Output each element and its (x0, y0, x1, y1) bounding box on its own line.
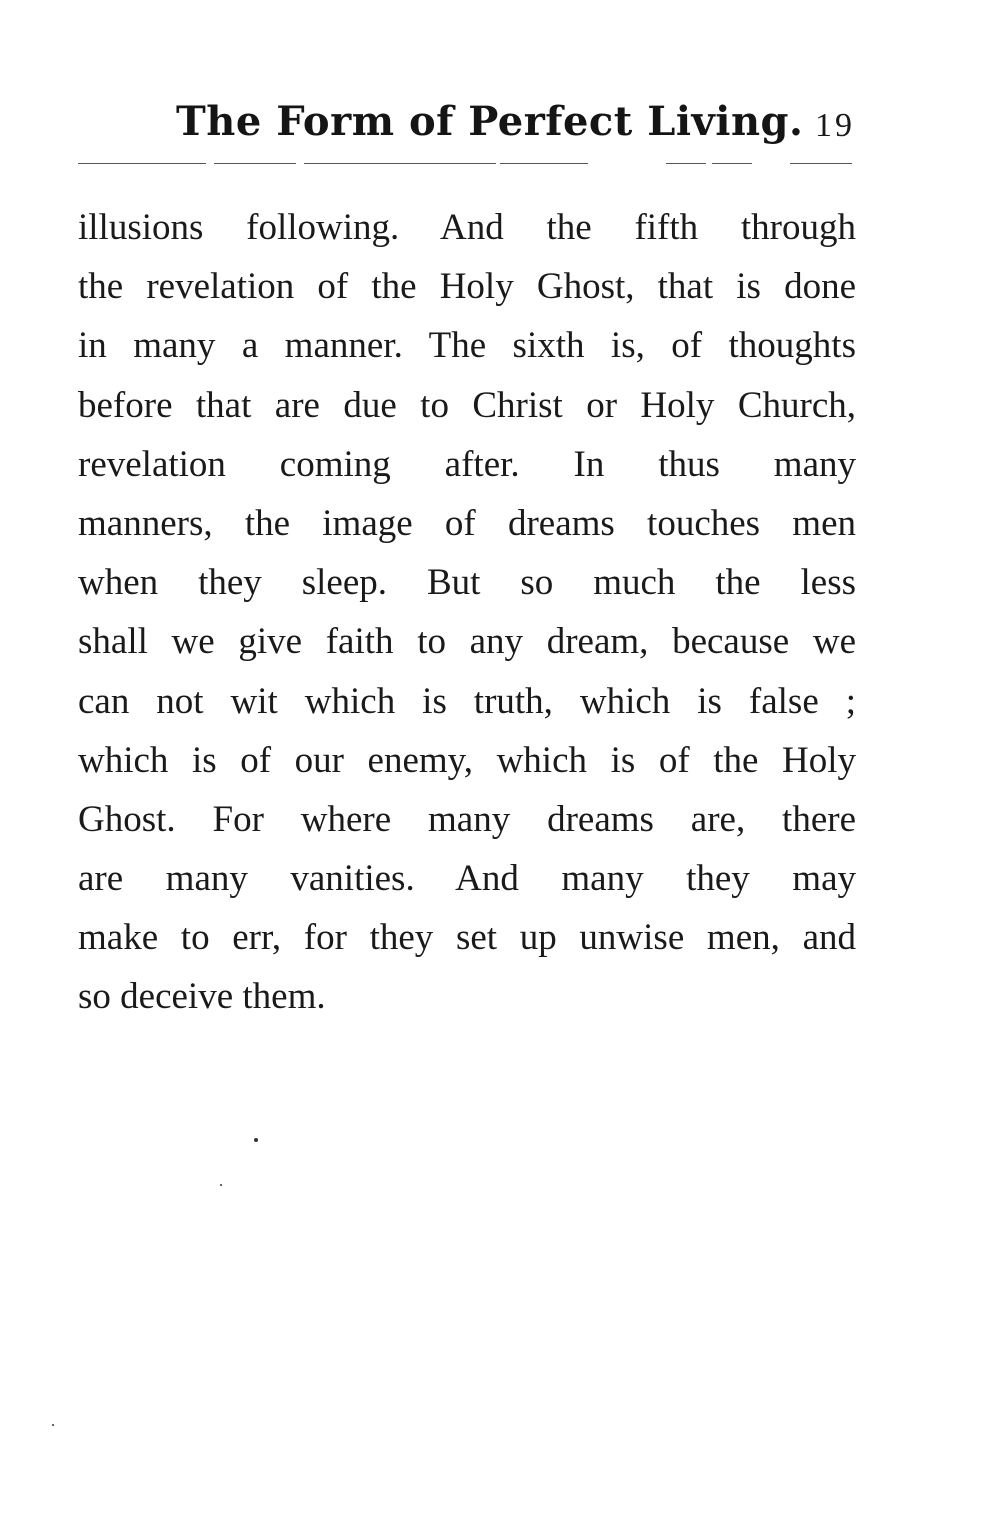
text-line: in many a manner. The sixth is, of thoughts (78, 325, 856, 367)
text-line: when they sleep. But so much the less (78, 562, 856, 604)
page-number: 19 (815, 107, 855, 144)
text-line: are many vanities. And many they may (78, 858, 856, 900)
ink-speck (220, 1184, 222, 1186)
text-line: revelation coming after. In thus many (78, 443, 856, 485)
text-line: the revelation of the Holy Ghost, that is done (78, 266, 856, 308)
head-rule-segment (78, 163, 206, 164)
text-line: so deceive them. (78, 976, 326, 1018)
ink-speck (254, 1138, 258, 1142)
text-line: which is of our enemy, which is of the Holy (78, 739, 856, 781)
text-line: Ghost. For where many dreams are, there (78, 798, 856, 840)
head-rule-segment (500, 163, 588, 164)
text-line: illusions following. And the fifth through (78, 207, 856, 248)
text-line: shall we give faith to any dream, because we (78, 621, 856, 663)
text-line: before that are due to Christ or Holy Church, (78, 384, 856, 426)
text-line: manners, the image of dreams touches men (78, 502, 856, 544)
head-rule-segment (666, 163, 706, 164)
head-rule-segment (790, 163, 852, 164)
text-line: can not wit which is truth, which is false ; (78, 680, 856, 722)
text-line: make to err, for they set up unwise men, and (78, 917, 856, 959)
head-rule-segment (304, 163, 496, 164)
running-head (0, 92, 1000, 152)
head-rule-segment (214, 163, 296, 164)
running-title: The Form of Perfect Living. (176, 98, 804, 145)
ink-speck (52, 1424, 54, 1426)
body-text (78, 198, 856, 1027)
head-rule-segment (712, 163, 752, 164)
